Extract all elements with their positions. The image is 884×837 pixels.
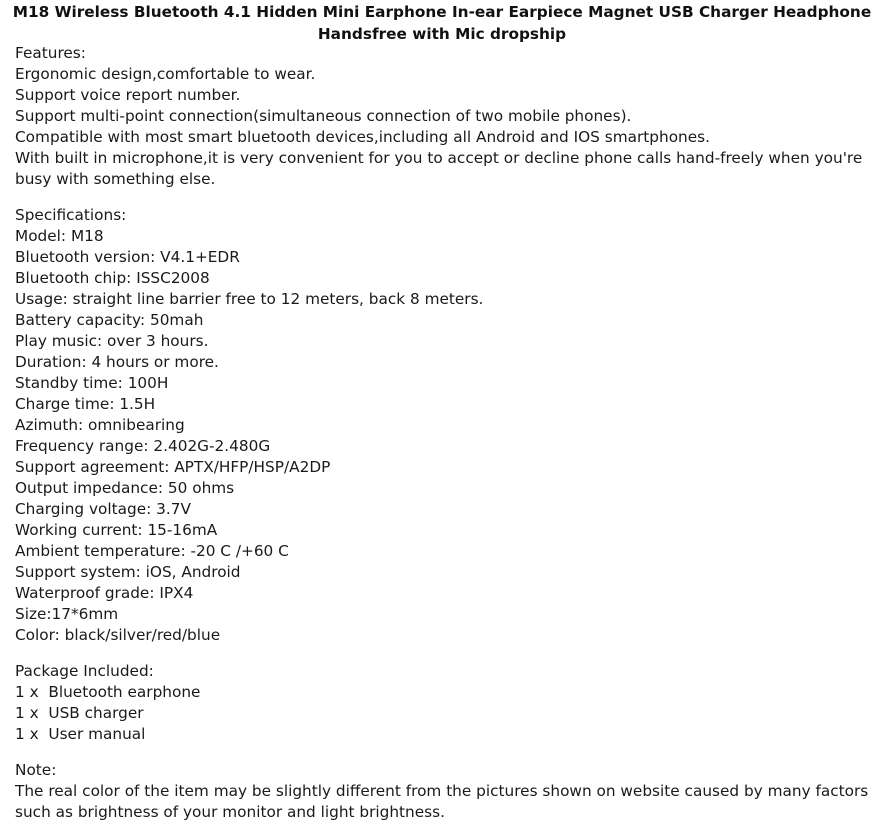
features-line: Support voice report number.	[15, 86, 241, 104]
package-section	[15, 661, 875, 745]
spec-line: Bluetooth chip: ISSC2008	[15, 269, 210, 287]
package-item: 1 x Bluetooth earphone	[15, 683, 201, 701]
specifications-heading: Specifications:	[15, 206, 127, 224]
package-heading: Package Included:	[15, 662, 154, 680]
features-heading: Features:	[15, 44, 86, 62]
note-section	[15, 760, 875, 823]
spec-line: Support agreement: APTX/HFP/HSP/A2DP	[15, 458, 331, 476]
features-line: Ergonomic design,comfortable to wear.	[15, 65, 316, 83]
spec-line: Output impedance: 50 ohms	[15, 479, 235, 497]
note-text: The real color of the item may be slightly different from the pictures shown on website caused by many factors such as brightness of your monitor and light brightness.	[15, 782, 874, 821]
spec-line: Model: M18	[15, 227, 104, 245]
spec-line: Usage: straight line barrier free to 12 meters, back 8 meters.	[15, 290, 484, 308]
spec-line: Duration: 4 hours or more.	[15, 353, 219, 371]
features-line: Support multi-point connection(simultaneous connection of two mobile phones).	[15, 107, 632, 125]
spec-line: Bluetooth version: V4.1+EDR	[15, 248, 240, 266]
spec-line: Play music: over 3 hours.	[15, 332, 209, 350]
package-item: 1 x USB charger	[15, 704, 144, 722]
spec-line: Frequency range: 2.402G-2.480G	[15, 437, 271, 455]
note-heading: Note:	[15, 761, 57, 779]
spec-line: Charging voltage: 3.7V	[15, 500, 191, 518]
spec-line: Waterproof grade: IPX4	[15, 584, 194, 602]
spec-line: Ambient temperature: -20 C /+60 C	[15, 542, 289, 560]
spec-line: Azimuth: omnibearing	[15, 416, 185, 434]
package-item: 1 x User manual	[15, 725, 146, 743]
spec-line: Battery capacity: 50mah	[15, 311, 204, 329]
specifications-section	[15, 205, 875, 646]
product-title: M18 Wireless Bluetooth 4.1 Hidden Mini Earphone In-ear Earpiece Magnet USB Charger Headphone Handsfree with Mic dropship	[12, 3, 872, 43]
features-line: Compatible with most smart bluetooth devices,including all Android and IOS smartphones.	[15, 128, 710, 146]
spec-line: Color: black/silver/red/blue	[15, 626, 221, 644]
spec-line: Support system: iOS, Android	[15, 563, 241, 581]
spec-line: Standby time: 100H	[15, 374, 169, 392]
spec-line: Size:17*6mm	[15, 605, 119, 623]
features-section	[15, 43, 875, 190]
spec-line: Charge time: 1.5H	[15, 395, 156, 413]
spec-line: Working current: 15-16mA	[15, 521, 218, 539]
features-line: With built in microphone,it is very convenient for you to accept or decline phone calls hand-freely when you're busy with something else.	[15, 149, 868, 188]
